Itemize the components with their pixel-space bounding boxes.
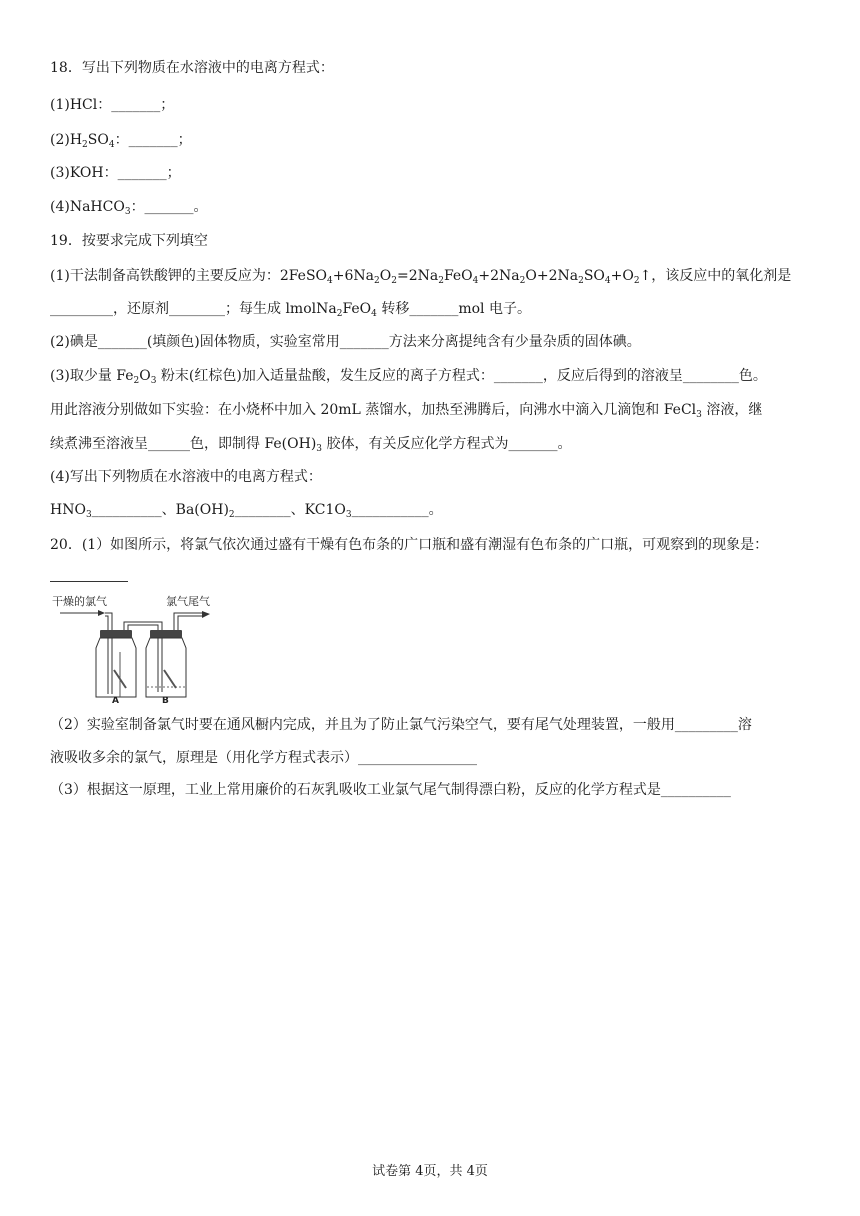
q18-title: 18．写出下列物质在水溶液中的电离方程式： — [50, 60, 334, 76]
q18-item-2: $(2)H_2SO_4$：_______； — [50, 132, 192, 150]
q19-part1-line1: (1)干法制备高铁酸钾的主要反应为：$2FeSO_4+6Na_2O_2=2Na_2FeO_4+2Na_2O+2Na_2SO_4+O_2↑$，该反应中的氧化剂是 — [50, 268, 792, 286]
q19-part2: (2)碘是_______(填颜色)固体物质，实验室常用_______方法来分离提纯含有少量杂质的固体碘。 — [50, 334, 641, 350]
page-footer: 试卷第 4页，共 4页 — [372, 1164, 488, 1179]
bottle-a-label: A — [112, 696, 119, 704]
chlorine-tail-gas-label: 氯气尾气 — [166, 595, 210, 608]
q19-part3-line1: (3)取少量 $Fe_2O_3$ 粉末(红棕色)加入适量盐酸，发生反应的离子方程式：_______，反应后得到的溶液呈________色。 — [50, 368, 767, 386]
q19-part3-line2: 用此溶液分别做如下实验：在小烧杯中加入 20mL 蒸馏水，加热至沸腾后，向沸水中滴入几滴饱和 FeCl$_3$ 溶液，继 — [50, 402, 763, 420]
bottle-b-label: B — [162, 696, 169, 704]
gas-bottle-apparatus-figure — [50, 592, 230, 704]
q18-item-4: (4)NaHCO$_3$：_______。 — [50, 199, 208, 217]
q19-part4-line2: $HNO_3\_\_\_\_\_\_\_\_\_\_$、$Ba(OH)_2\_\_\_\_\_\_\_\_$、$KC1O_3\_\_\_\_\_\_\_\_\_\_\_$。 — [50, 502, 443, 520]
q19-part4: (4)写出下列物质在水溶液中的电离方程式： — [50, 469, 322, 485]
q18-item-3: (3)KOH：_______； — [50, 165, 181, 181]
q20-part1: 20．(1）如图所示，将氯气依次通过盛有干燥有色布条的广口瓶和盛有潮湿有色布条的广口瓶，可观察到的现象是： — [50, 537, 769, 553]
q20-part2-line1: （2）实验室制备氯气时要在通风橱内完成，并且为了防止氯气污染空气，要有尾气处理装置，一般用_________溶 — [50, 717, 752, 733]
q20-part3: （3）根据这一原理，工业上常用廉价的石灰乳吸收工业氯气尾气制得漂白粉，反应的化学方程式是__________ — [50, 782, 731, 798]
q19-title: 19．按要求完成下列填空 — [50, 233, 208, 249]
q20-answer-blank — [50, 581, 128, 582]
q20-part2-line2: 液吸收多余的氯气，原理是（用化学方程式表示）_________________ — [50, 750, 477, 766]
q18-item-1: (1)HCl：_______； — [50, 97, 175, 113]
q19-part1-line2: _________，还原剂________；每生成 lmolNa$_2$FeO$_4$ 转移_______mol 电子。 — [50, 301, 531, 319]
dry-chlorine-label: 干燥的氯气 — [52, 595, 107, 608]
q19-part3-line3: 续煮沸至溶液呈______色，即制得 $Fe(OH)_3$ 胶体，有关反应化学方程式为_______。 — [50, 436, 572, 454]
